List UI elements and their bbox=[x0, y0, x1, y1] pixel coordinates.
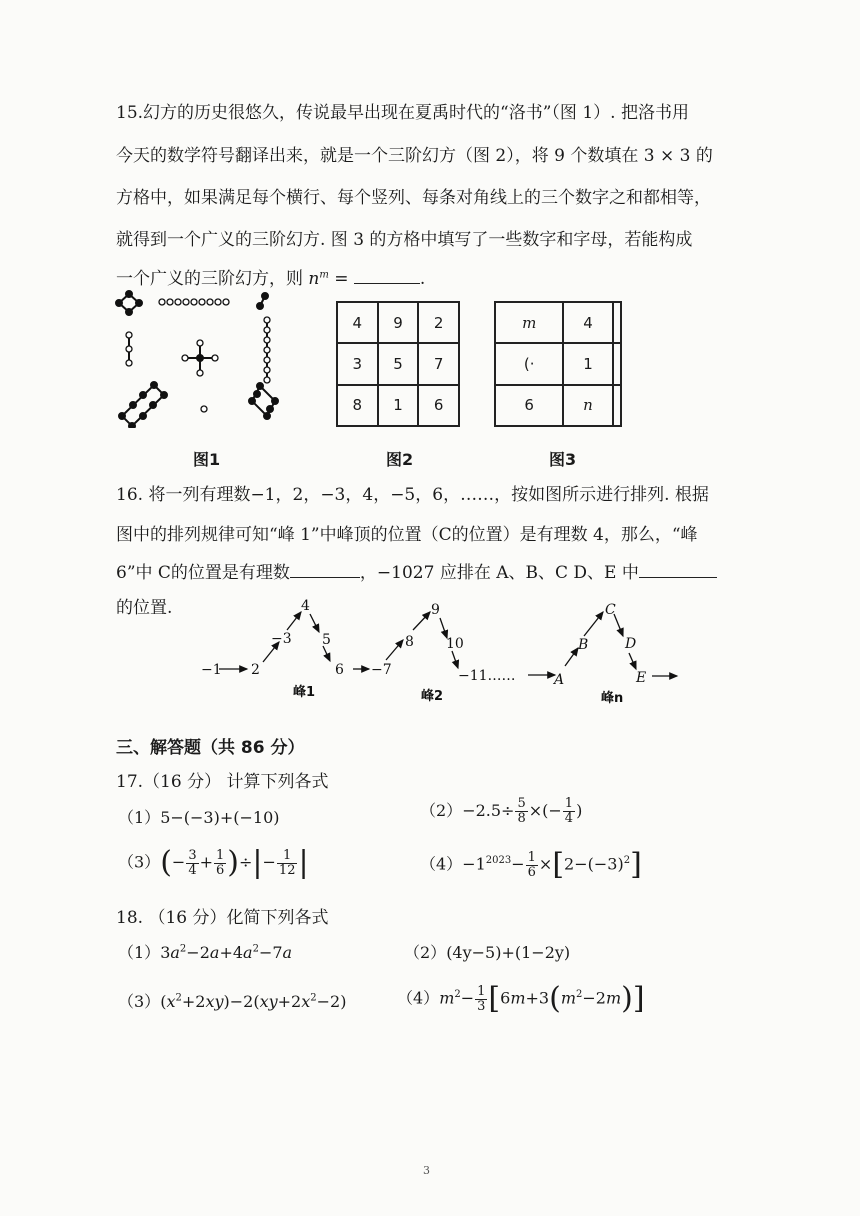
page-number: 3 bbox=[423, 1164, 430, 1177]
fig3-cell: 1 bbox=[563, 343, 612, 384]
peak-num: 6 bbox=[335, 662, 344, 678]
q16-line3-part1: 6”中 C的位置是有理数 bbox=[116, 563, 290, 583]
peak-num: −7 bbox=[371, 662, 392, 678]
q17-title: 17.（16 分） 计算下列各式 bbox=[116, 772, 329, 792]
fig3-cell bbox=[613, 302, 621, 343]
q17-p4-label: （4） bbox=[420, 854, 463, 874]
q17-part-4: $(4)-1^{2023}-$ $\frac{1}{6}$ $\times[2-(-3)^2]$ bbox=[420, 847, 642, 882]
caption-fig3: 图3 bbox=[549, 450, 577, 469]
fig2-cell: 1 bbox=[378, 385, 419, 426]
peak-diagram bbox=[195, 596, 695, 708]
fig3-cell: 4 bbox=[563, 302, 612, 343]
fraction: $\frac{3}{4}$ bbox=[188, 847, 197, 878]
peak-num: −3 bbox=[271, 631, 292, 647]
q18-p2-label: （2） bbox=[404, 943, 447, 962]
fraction: $\frac{1}{6}$ bbox=[527, 849, 536, 880]
peak-letter-c: C bbox=[605, 602, 616, 618]
q17-p2-b: ×(− bbox=[528, 801, 562, 820]
q18-p2-expr: (4y−5)+(1−2y) bbox=[446, 943, 571, 962]
q16-line-1: 16. 将一列有理数−1，2，−3，4，−5，6，……，按如图所示进行排列. 根据 bbox=[116, 485, 709, 505]
q17-p2-a: −2.5÷ bbox=[462, 801, 515, 820]
frac-den: 8 bbox=[517, 811, 526, 826]
q18-p4-label: （4） bbox=[397, 988, 440, 1008]
q16-answer-blank-1[interactable] bbox=[290, 563, 360, 578]
fig3-cell bbox=[613, 343, 621, 384]
q15-line-2: 今天的数学符号翻译出来，就是一个三阶幻方（图 2），将 9 个数填在 3 × 3 的 bbox=[116, 146, 713, 166]
fraction: $\frac{1}{12}$ bbox=[278, 847, 296, 878]
peak-num: −1 bbox=[201, 662, 222, 678]
fig2-cell: 3 bbox=[337, 343, 378, 384]
fraction: $\frac{1}{3}$ bbox=[477, 983, 486, 1014]
q15-answer-blank[interactable] bbox=[354, 269, 420, 284]
peak-label-2: 峰2 bbox=[421, 689, 444, 704]
peak-label-1: 峰1 bbox=[293, 685, 316, 700]
q18-part-2 bbox=[404, 940, 570, 963]
q16-answer-blank-2[interactable] bbox=[639, 563, 717, 578]
q17-part-3: （3）(− $\frac{3}{4}$ + $\frac{1}{6}$ )÷|− $\frac{1}{12}$ | bbox=[118, 845, 309, 880]
peak-letter-d: D bbox=[625, 636, 637, 652]
peak-num: 2 bbox=[251, 662, 260, 678]
fig3-cell: n bbox=[563, 385, 612, 426]
fig2-cell: 7 bbox=[418, 343, 459, 384]
peak-letter-b: B bbox=[578, 637, 589, 653]
q15-prefix: 一个广义的三阶幻方，则 bbox=[116, 269, 303, 289]
fig3-cell: 6 bbox=[495, 385, 563, 426]
fig2-cell: 6 bbox=[418, 385, 459, 426]
fig2-cell: 4 bbox=[337, 302, 378, 343]
frac-num: 1 bbox=[564, 796, 574, 811]
magic-square-fig3 bbox=[494, 301, 622, 427]
fig2-cell: 8 bbox=[337, 385, 378, 426]
q16-line-3 bbox=[116, 558, 717, 583]
caption-fig2: 图2 bbox=[386, 450, 414, 469]
q16-line-4: 的位置. bbox=[116, 598, 173, 618]
q18-p1-label: （1） bbox=[118, 943, 161, 962]
peak-num: 4 bbox=[301, 598, 310, 614]
peak-num: 9 bbox=[431, 602, 440, 618]
peak-label-n: 峰n bbox=[601, 691, 624, 706]
q15-equals: = bbox=[334, 269, 349, 289]
q15-line-5 bbox=[116, 264, 425, 289]
fig2-cell: 5 bbox=[378, 343, 419, 384]
section-3-title: 三、解答题（共 86 分） bbox=[116, 738, 305, 758]
peak-num: 10 bbox=[446, 636, 464, 652]
q15-line-4: 就得到一个广义的三阶幻方. 图 3 的方格中填写了一些数字和字母，若能构成 bbox=[116, 230, 693, 250]
peak-num: −11…… bbox=[458, 668, 516, 684]
luoshu-figure bbox=[112, 288, 287, 428]
fig3-cell: m bbox=[495, 302, 563, 343]
peak-letter-e: E bbox=[636, 670, 647, 686]
fig3-cell: (· bbox=[495, 343, 563, 384]
q15-expr-exp: m bbox=[319, 269, 329, 281]
q16-line3-part2: ，−1027 应排在 A、B、C D、E 中 bbox=[359, 563, 639, 583]
q18-part-4: $(4)m^2-$ $\frac{1}{3}$ $[6m+3(m^2-2m)]$ bbox=[397, 981, 645, 1016]
caption-fig1: 图1 bbox=[193, 450, 221, 469]
magic-square-fig2 bbox=[336, 301, 460, 427]
q17-p2-label: （2） bbox=[420, 801, 463, 820]
fraction: $\frac{1}{6}$ bbox=[216, 847, 225, 878]
q18-title: 18. （16 分）化简下列各式 bbox=[116, 908, 329, 928]
q17-part-2 bbox=[420, 797, 582, 826]
q15-end: . bbox=[419, 269, 426, 289]
fig2-cell: 2 bbox=[418, 302, 459, 343]
q17-p2-c: ) bbox=[576, 801, 583, 820]
q17-p3-label: （3） bbox=[118, 852, 161, 872]
fig2-cell: 9 bbox=[378, 302, 419, 343]
fraction bbox=[515, 797, 527, 826]
q17-p1-expr: 5−(−3)+(−10) bbox=[160, 808, 280, 827]
q18-part-3: $(3)(x^2+2xy)-2(xy+2x^2-2)$ bbox=[118, 992, 347, 1011]
peak-num: 8 bbox=[405, 634, 414, 650]
fraction bbox=[563, 797, 575, 826]
q17-p1-label: （1） bbox=[118, 808, 161, 827]
q18-p3-label: （3） bbox=[118, 992, 161, 1011]
q16-line-2: 图中的排列规律可知“峰 1”中峰顶的位置（C的位置）是有理数 4，那么，“峰 bbox=[116, 525, 698, 545]
q15-expr-base: n bbox=[308, 269, 320, 289]
frac-num: 5 bbox=[517, 796, 526, 811]
q18-part-1: $(1)3a^2-2a+4a^2-7a$ bbox=[118, 943, 293, 962]
q15-line-3: 方格中，如果满足每个横行、每个竖列、每条对角线上的三个数字之和都相等， bbox=[116, 188, 711, 208]
fig3-cell bbox=[613, 385, 621, 426]
frac-den: 4 bbox=[564, 811, 574, 826]
q15-line-1: 15.幻方的历史很悠久，传说最早出现在夏禹时代的“洛书”（图 1）. 把洛书用 bbox=[116, 103, 689, 123]
q17-part-1 bbox=[118, 805, 280, 828]
peak-num: 5 bbox=[322, 632, 331, 648]
peak-letter-a: A bbox=[554, 672, 565, 688]
